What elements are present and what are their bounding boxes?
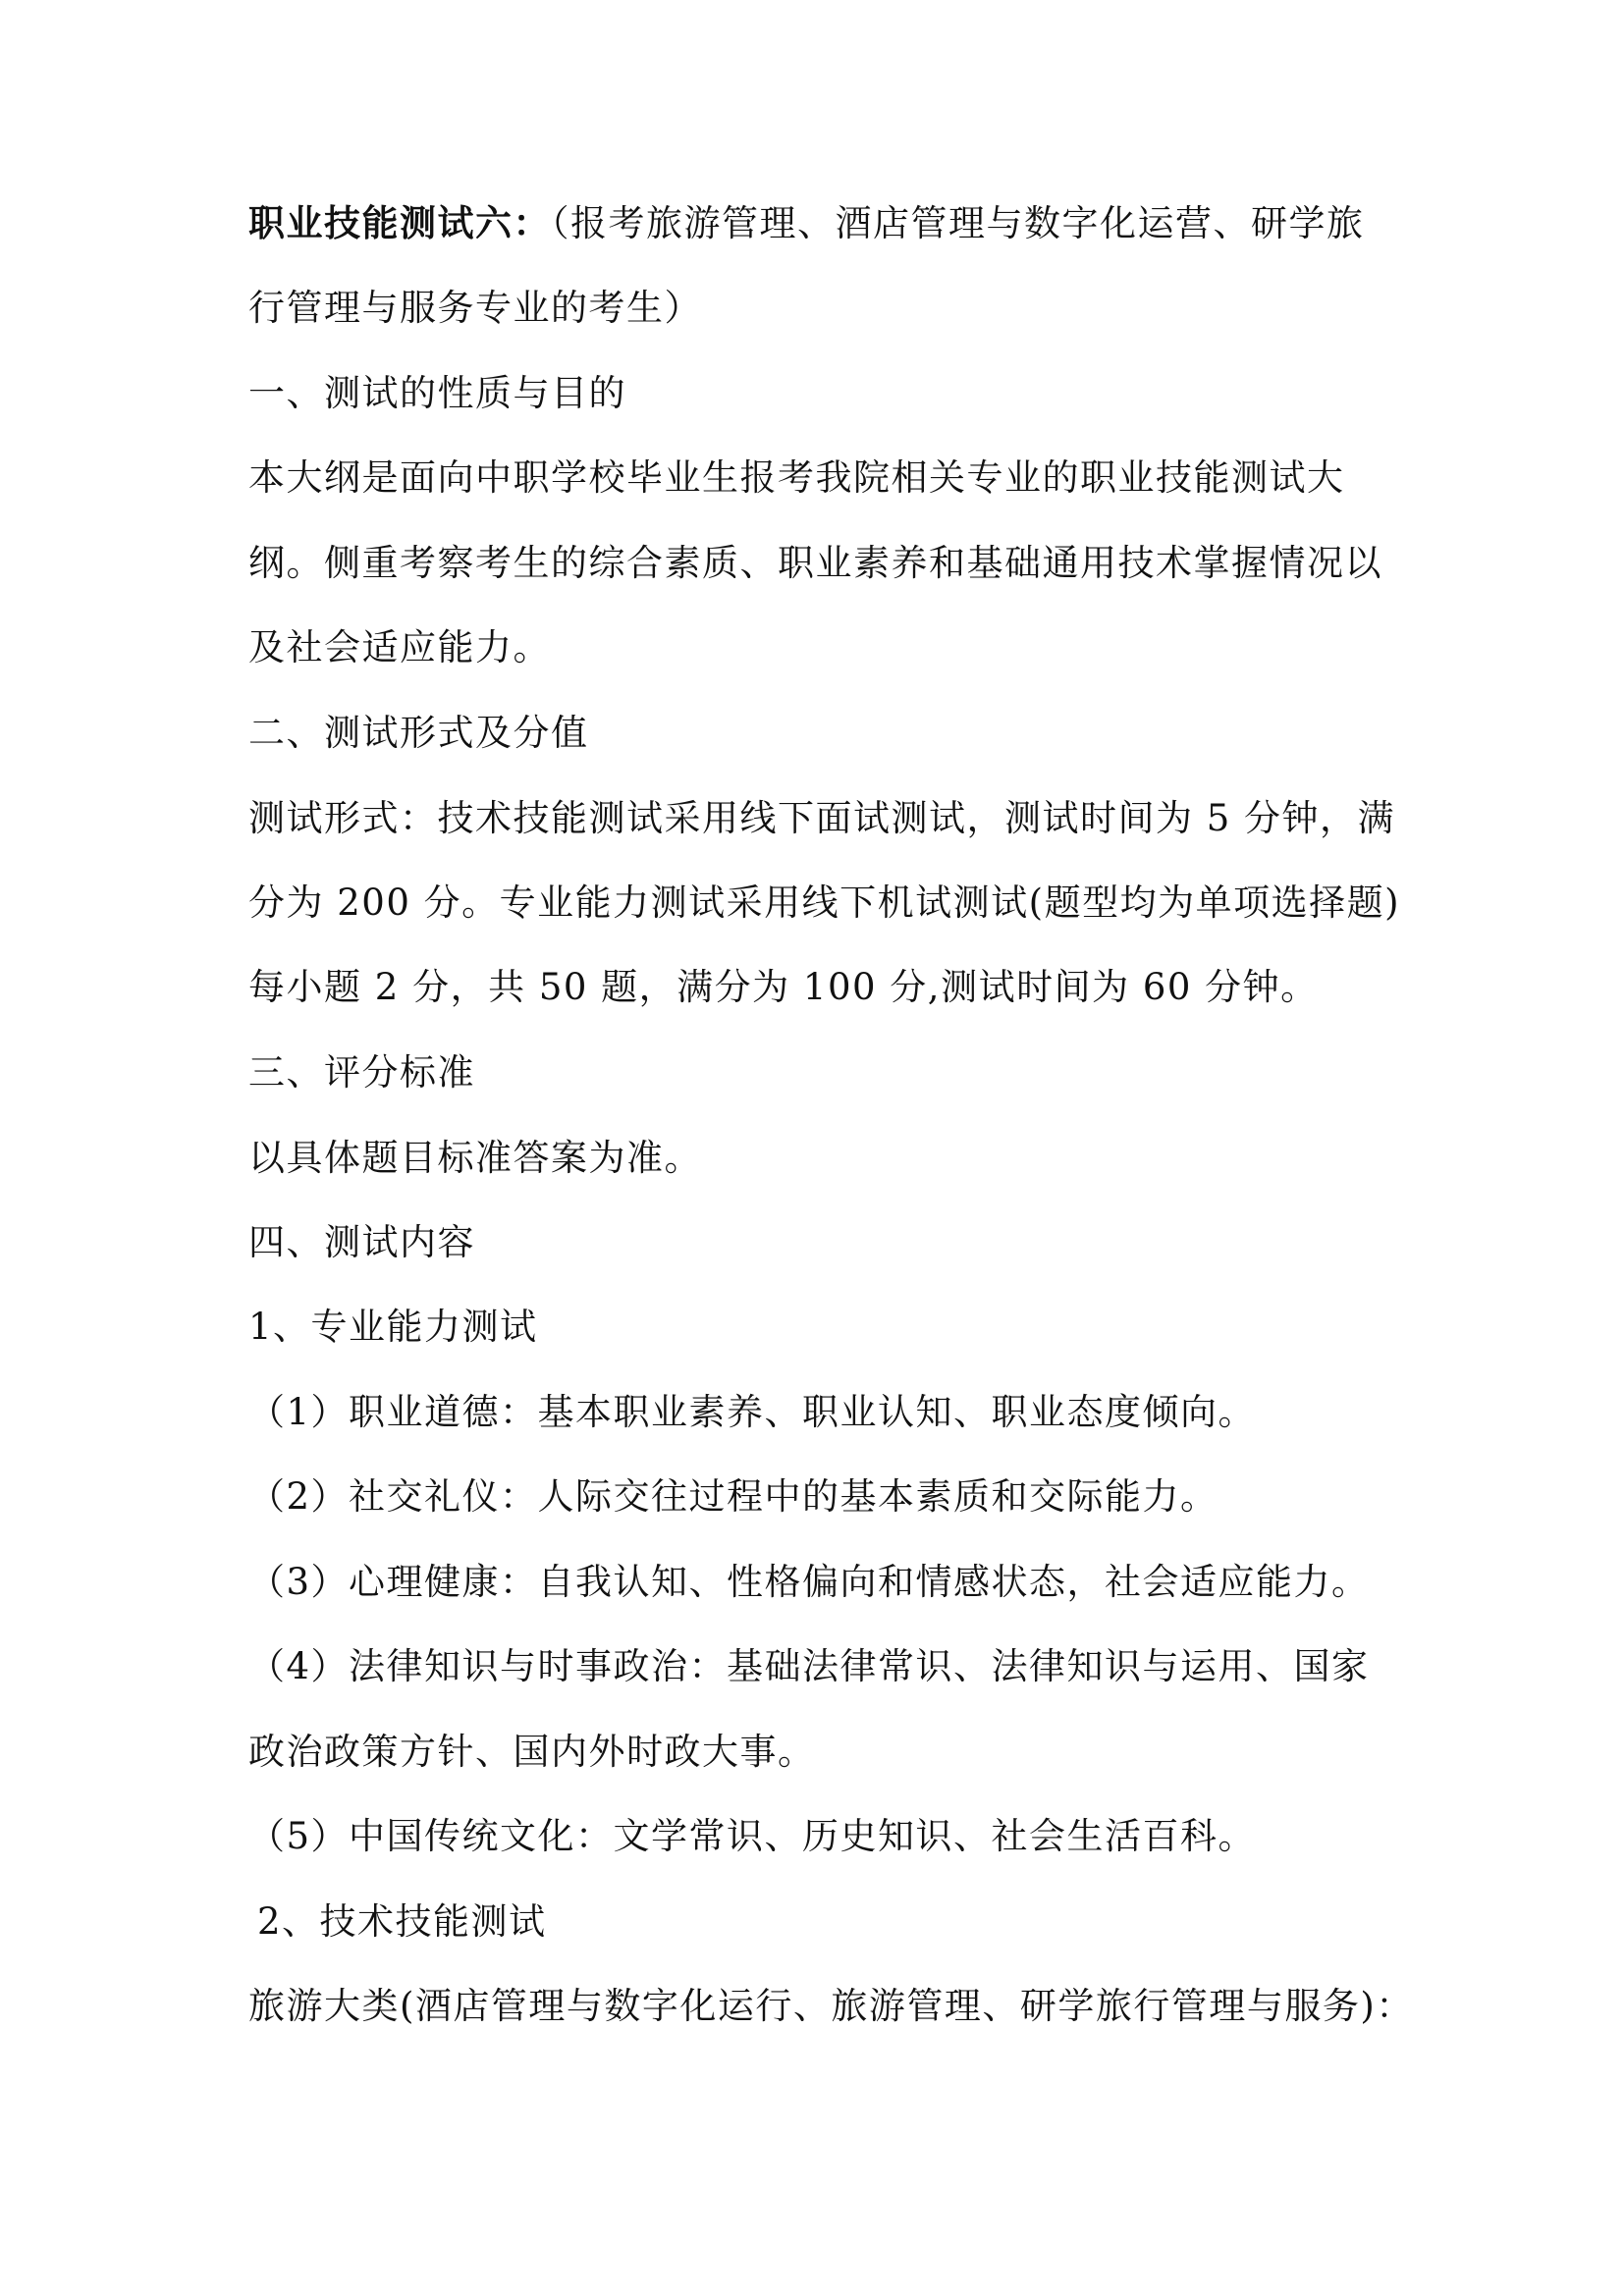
section-4-title: 四、测试内容 [248,1221,475,1263]
section-2-paragraph-line: 每小题 2 分，共 50 题，满分为 100 分,测试时间为 60 分钟。 [248,966,1319,1008]
section-2-paragraph-line: 分为 200 分。专业能力测试采用线下机试测试(题型均为单项选择题) [248,881,1401,924]
section-1-title: 一、测试的性质与目的 [248,372,626,414]
list-item-1: （1）职业道德：基本职业素养、职业认知、职业态度倾向。 [248,1391,1257,1433]
heading-line-2: 行管理与服务专业的考生） [248,287,702,329]
list-item-4: （4）法律知识与时事政治：基础法律常识、法律知识与运用、国家 [248,1645,1370,1687]
heading-line-1 [248,197,1387,248]
list-item-4-continued: 政治政策方针、国内外时政大事。 [248,1731,816,1773]
tourism-category-line: 旅游大类(酒店管理与数字化运行、旅游管理、研学旅行管理与服务)： [248,1985,1414,2027]
heading-rest: （报考旅游管理、酒店管理与数字化运营、研学旅 [551,202,1365,244]
list-item-3: （3）心理健康：自我认知、性格偏向和情感状态，社会适应能力。 [248,1561,1370,1603]
section-4-subtitle-1: 1、专业能力测试 [248,1306,538,1348]
section-3-title: 三、评分标准 [248,1051,475,1094]
section-1-paragraph-line: 本大纲是面向中职学校毕业生报考我院相关专业的职业技能测试大 [248,456,1345,499]
list-item-2: （2）社交礼仪：人际交往过程中的基本素质和交际能力。 [248,1475,1218,1518]
section-2-title: 二、测试形式及分值 [248,712,589,754]
section-2-paragraph-line: 测试形式：技术技能测试采用线下面试测试，测试时间为 5 分钟，满 [248,797,1396,839]
list-item-5: （5）中国传统文化：文学常识、历史知识、社会生活百科。 [248,1815,1257,1857]
heading-bold: 职业技能测试六： [248,201,551,244]
section-1-paragraph-line: 纲。侧重考察考生的综合素质、职业素养和基础通用技术掌握情况以 [248,542,1382,584]
section-3-paragraph-line: 以具体题目标准答案为准。 [248,1137,702,1179]
section-1-paragraph-line: 及社会适应能力。 [248,626,551,668]
section-4-subtitle-2: 2、技术技能测试 [257,1900,547,1943]
